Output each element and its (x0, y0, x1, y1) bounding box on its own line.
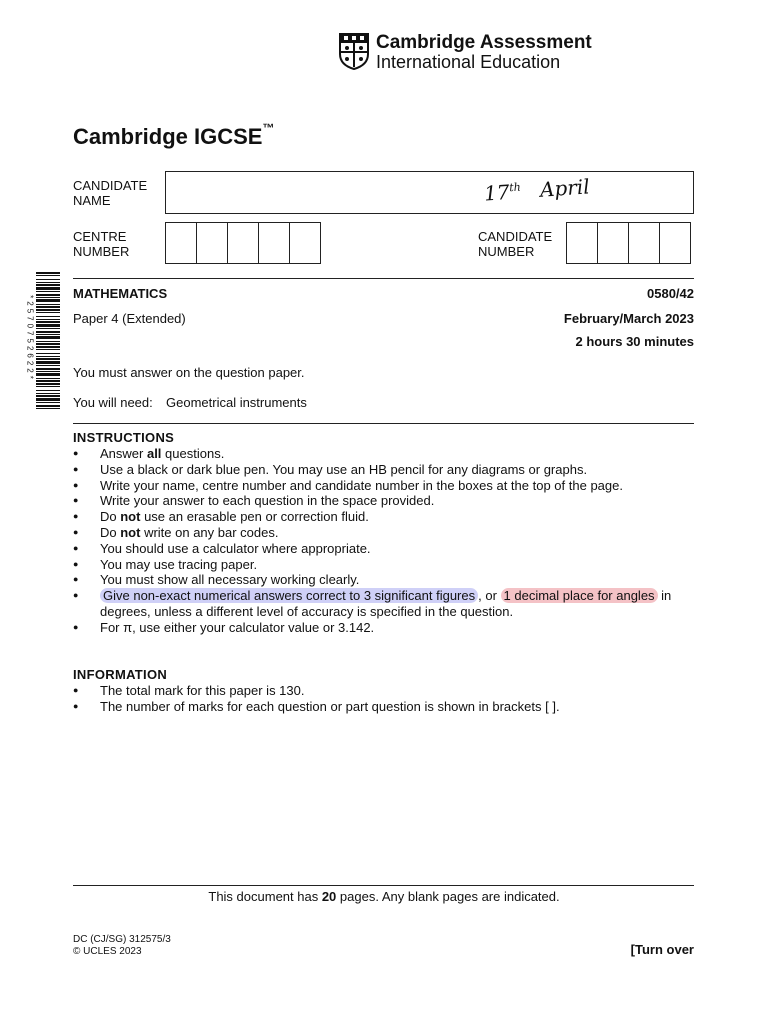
instruction-item (73, 509, 703, 525)
centre-number-label-line1: CENTRE (73, 229, 127, 244)
barcode-bar (36, 402, 60, 403)
trademark-symbol: ™ (262, 120, 275, 135)
centre-number-cell[interactable] (165, 222, 197, 264)
barcode-bar (36, 319, 60, 320)
candidate-number-label-line1: CANDIDATE (478, 229, 553, 244)
instruction-item: ● Use a black or dark blue pen. You may use an HB pencil for any diagrams or graphs. (73, 462, 703, 478)
barcode-bar (36, 383, 60, 385)
barcode-bar (36, 405, 60, 407)
page-count-pre: This document has (208, 889, 322, 904)
instructions-heading: INSTRUCTIONS (73, 430, 175, 445)
candidate-name-label-line2: NAME (73, 193, 111, 208)
handwritten-word: April (539, 174, 591, 202)
candidate-number-cell[interactable] (597, 222, 629, 264)
barcode-bar (36, 378, 60, 379)
barcode-bar (36, 371, 60, 372)
barcode-icon (36, 272, 60, 410)
instruction-emphasis: all (146, 446, 162, 461)
instruction-text: questions. (161, 446, 225, 461)
barcode-bar (36, 334, 60, 335)
barcode-bar (36, 336, 60, 339)
candidate-number-cell[interactable] (628, 222, 660, 264)
candidate-number-label-line2: NUMBER (478, 244, 535, 259)
page-count-number: 20 (321, 889, 337, 904)
barcode-bar (36, 395, 60, 397)
instruction-item (73, 525, 703, 541)
barcode-bar (36, 279, 60, 280)
turn-over-text: [Turn over (630, 942, 694, 957)
instruction-item: ● For π, use either your calculator value or 3.142. (73, 620, 703, 636)
instruction-emphasis: not (120, 524, 141, 540)
barcode-bar (36, 390, 60, 391)
instruction-text: use an erasable pen or correction fluid. (140, 509, 369, 525)
top-divider (73, 278, 694, 279)
crest-icon (338, 32, 370, 70)
barcode-bar (36, 356, 60, 357)
barcode-bar (36, 321, 60, 323)
candidate-number-cell[interactable] (566, 222, 598, 264)
barcode-bar (36, 365, 60, 366)
instruction-text: Answer (100, 446, 147, 461)
paper-name: Paper 4 (Extended) (73, 311, 186, 326)
footer-reference (73, 934, 171, 958)
page-count-text (0, 889, 768, 904)
barcode-bar (36, 346, 60, 348)
handwritten-number: 17 (483, 179, 511, 206)
barcode-bar (36, 361, 60, 364)
you-will-need-label: You will need: (73, 395, 153, 410)
centre-number-cell[interactable] (258, 222, 290, 264)
barcode-bar (36, 275, 60, 276)
barcode-bar (36, 408, 60, 409)
instruction-text: Do (100, 524, 121, 540)
centre-number-cell[interactable] (227, 222, 259, 264)
candidate-name-label-line1: CANDIDATE (73, 178, 148, 193)
centre-number-cell[interactable] (289, 222, 321, 264)
instruction-item (73, 588, 703, 620)
candidate-number-label (478, 229, 552, 259)
instruction-text: , or (478, 588, 501, 604)
barcode-bar (36, 304, 60, 305)
you-will-need-value: Geometrical instruments (166, 395, 307, 410)
barcode-bar (36, 287, 60, 290)
instructions-divider (73, 423, 694, 424)
information-item: ● The total mark for this paper is 130. (73, 683, 703, 699)
candidate-number-cell[interactable] (659, 222, 691, 264)
footer-divider (73, 885, 694, 886)
barcode-bar (36, 380, 60, 382)
exam-duration: 2 hours 30 minutes (575, 334, 694, 349)
barcode-bar (36, 312, 60, 313)
logo-line2: International Education (376, 52, 561, 72)
highlight-significant-figures: Give non-exact numerical answers correct to 3 significant figures (100, 588, 478, 603)
barcode-bar (36, 297, 60, 298)
instructions-list (73, 446, 703, 636)
information-heading: INFORMATION (73, 667, 168, 682)
information-list (73, 683, 703, 715)
barcode-digits: *2570752622* (25, 295, 35, 382)
barcode-bar (36, 331, 60, 333)
instruction-emphasis: not (120, 509, 141, 525)
barcode-bar (36, 358, 60, 360)
title-text: Cambridge IGCSE (73, 124, 263, 149)
barcode-bar (36, 341, 60, 342)
page-title (73, 120, 275, 150)
information-item: ● The number of marks for each question or part question is shown in brackets [ ]. (73, 699, 703, 715)
exam-session: February/March 2023 (563, 311, 694, 326)
barcode-bar (36, 373, 60, 376)
barcode-bar (36, 353, 60, 354)
centre-number-boxes (165, 222, 321, 264)
instruction-item: ● Write your name, centre number and candidate number in the boxes at the top of the page. (73, 478, 703, 494)
barcode-bar (36, 386, 60, 387)
handwritten-suffix: th (508, 180, 522, 195)
subject: MATHEMATICS (73, 286, 168, 301)
instruction-text: write on any bar codes. (140, 524, 279, 540)
barcode-bar (36, 398, 60, 401)
instruction-item: ● You may use tracing paper. (73, 557, 703, 573)
instruction-text: Do (100, 509, 121, 525)
barcode-text (25, 272, 35, 410)
logo-line1: Cambridge Assessment (376, 32, 592, 53)
barcode-bar (36, 309, 60, 311)
instruction-item (73, 446, 703, 462)
syllabus-code: 0580/42 (647, 286, 694, 301)
barcode-bar (36, 343, 60, 345)
barcode-bar (36, 316, 60, 317)
barcode-bar (36, 272, 60, 274)
must-answer-text: You must answer on the question paper. (73, 365, 305, 380)
copyright: © UCLES 2023 (73, 946, 142, 957)
barcode-bar (36, 284, 60, 286)
barcode-bar (36, 368, 60, 370)
centre-number-label (73, 229, 129, 259)
centre-number-label-line2: NUMBER (73, 244, 130, 259)
barcode-bar (36, 324, 60, 327)
candidate-number-boxes (566, 222, 691, 264)
document-reference: DC (CJ/SG) 312575/3 (73, 934, 171, 945)
highlight-decimal-angles: 1 decimal place for angles (501, 588, 658, 603)
instruction-item: ● Write your answer to each question in the space provided. (73, 493, 703, 509)
instruction-item: ● You must show all necessary working clearly. (73, 572, 703, 588)
candidate-name-label (73, 178, 147, 208)
barcode-bar (36, 328, 60, 329)
barcode-bar (36, 393, 60, 394)
barcode-bar (36, 299, 60, 302)
cambridge-logo (338, 32, 592, 72)
candidate-name-box[interactable] (165, 171, 694, 214)
centre-number-cell[interactable] (196, 222, 228, 264)
barcode-bar (36, 294, 60, 296)
barcode-bar (36, 282, 60, 283)
page-count-post: pages. Any blank pages are indicated. (336, 889, 560, 904)
barcode-bar (36, 306, 60, 308)
barcode-bar (36, 291, 60, 292)
instruction-text: in degrees, unless a different level of accuracy is specified in the question. (100, 588, 672, 619)
instruction-item: ● You should use a calculator where appropriate. (73, 541, 703, 557)
barcode-bar (36, 349, 60, 350)
